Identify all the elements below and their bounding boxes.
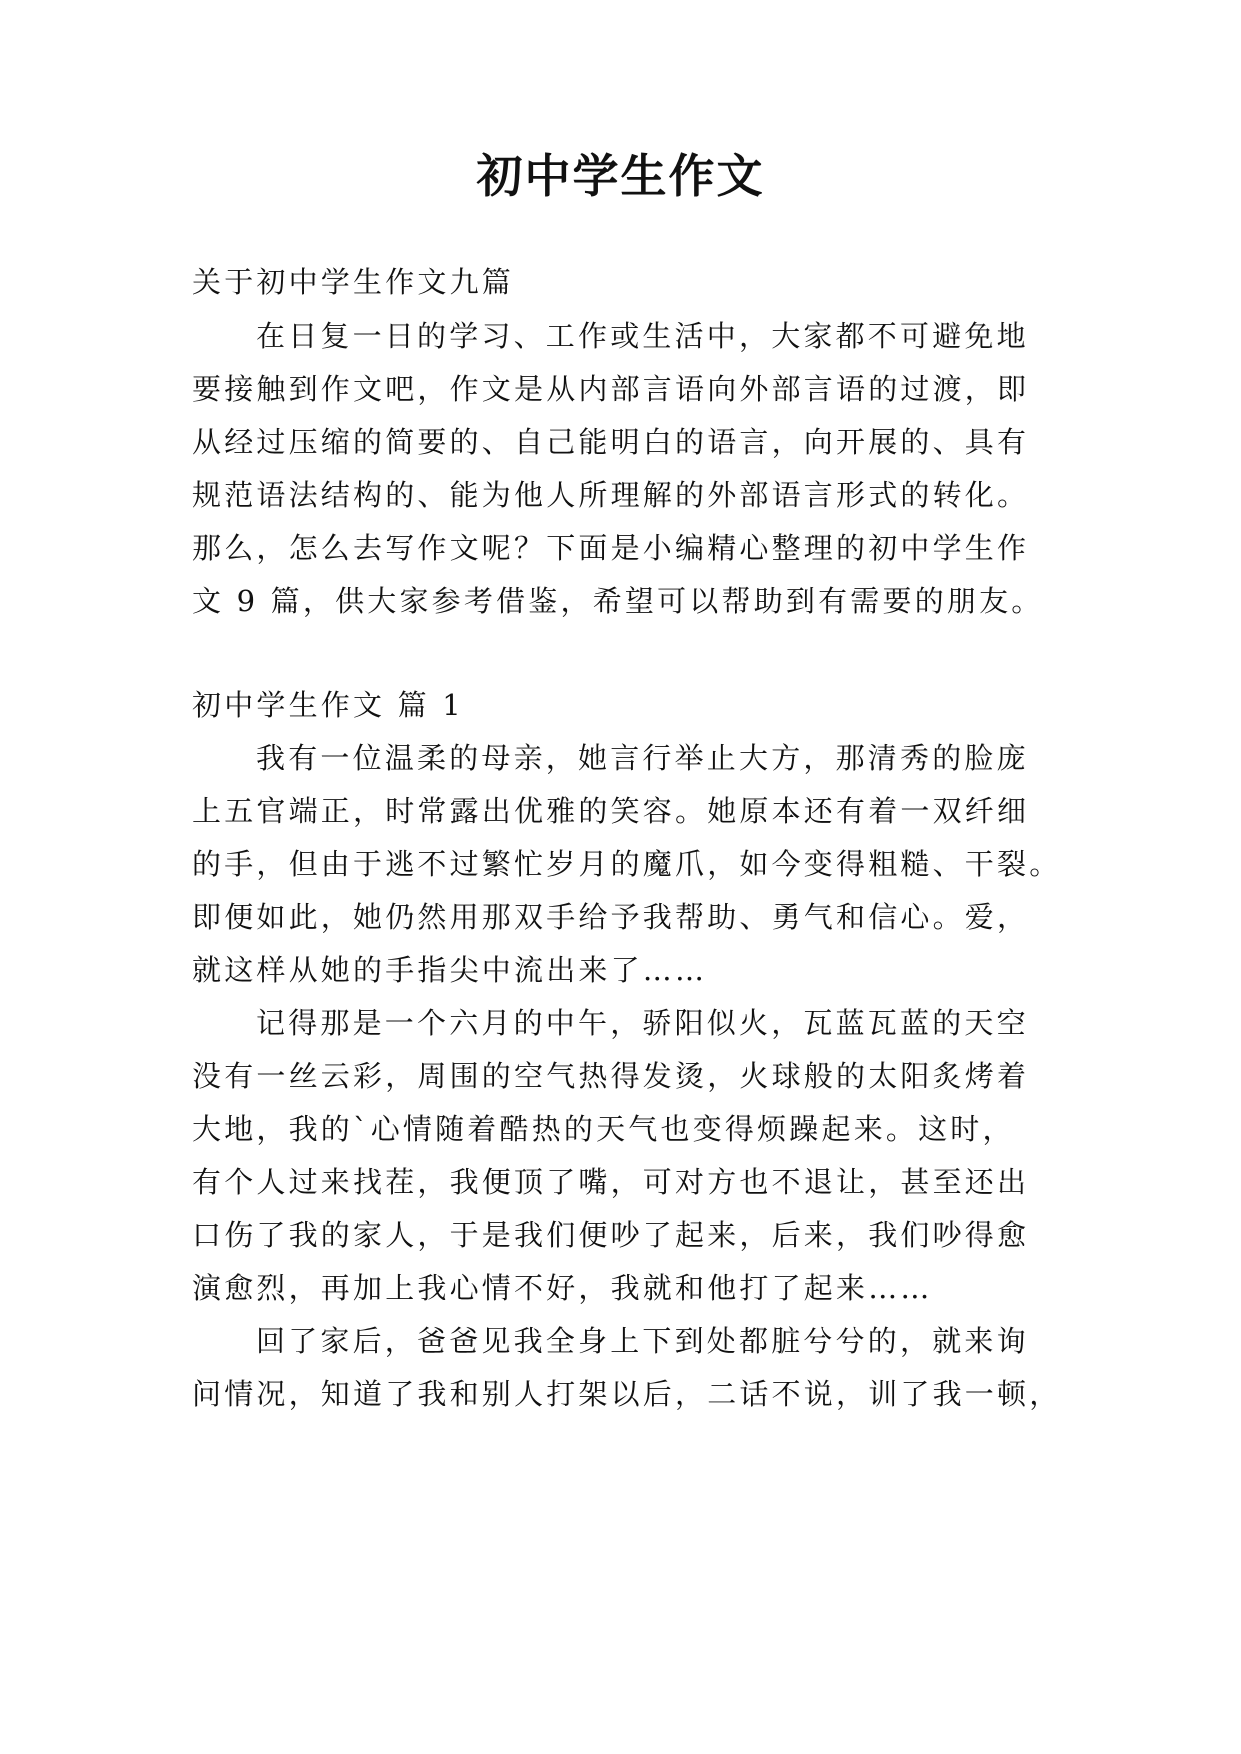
section-1-paragraph-1-line: 就这样从她的手指尖中流出来了…… [192,953,708,987]
section-1-paragraph-1-line: 我有一位温柔的母亲，她言行举止大方，那清秀的脸庞 [256,741,1029,775]
section-1-paragraph-2-line: 口伤了我的家人，于是我们便吵了起来，后来，我们吵得愈 [192,1218,1030,1252]
document-title: 初中学生作文 [476,149,765,203]
section-1-heading: 初中学生作文 篇 1 [192,688,464,722]
section-1-paragraph-3-line: 问情况，知道了我和别人打架以后，二话不说，训了我一顿， [192,1377,1062,1411]
section-1-paragraph-2-line: 没有一丝云彩，周围的空气热得发烫，火球般的太阳炙烤着 [192,1059,1030,1093]
section-1-paragraph-1-line: 上五官端正，时常露出优雅的笑容。她原本还有着一双纤细 [192,794,1030,828]
section-1-paragraph-2-line: 有个人过来找茬，我便顶了嘴，可对方也不退让，甚至还出 [192,1165,1030,1199]
section-1-paragraph-3-line: 回了家后，爸爸见我全身上下到处都脏兮兮的，就来询 [256,1324,1029,1358]
section-1-paragraph-2-line: 记得那是一个六月的中午，骄阳似火，瓦蓝瓦蓝的天空 [256,1006,1029,1040]
intro-paragraph-line: 从经过压缩的简要的、自己能明白的语言，向开展的、具有 [192,425,1030,459]
intro-paragraph-line: 规范语法结构的、能为他人所理解的外部语言形式的转化。 [192,478,1030,512]
intro-paragraph-line: 要接触到作文吧，作文是从内部言语向外部言语的过渡，即 [192,372,1030,406]
section-1-paragraph-1-line: 的手，但由于逃不过繁忙岁月的魔爪，如今变得粗糙、干裂。 [192,847,1062,881]
intro-paragraph-line: 那么，怎么去写作文呢？下面是小编精心整理的初中学生作 [192,531,1030,565]
intro-heading: 关于初中学生作文九篇 [192,265,515,299]
section-1-paragraph-2-line: 大地，我的`心情随着酷热的天气也变得烦躁起来。这时， [192,1112,1015,1146]
intro-paragraph-line: 文 9 篇，供大家参考借鉴，希望可以帮助到有需要的朋友。 [192,584,1044,618]
section-1-paragraph-1-line: 即便如此，她仍然用那双手给予我帮助、勇气和信心。爱， [192,900,1030,934]
section-1-paragraph-2-line: 演愈烈，再加上我心情不好，我就和他打了起来…… [192,1271,933,1305]
intro-paragraph-line: 在日复一日的学习、工作或生活中，大家都不可避免地 [256,319,1029,353]
